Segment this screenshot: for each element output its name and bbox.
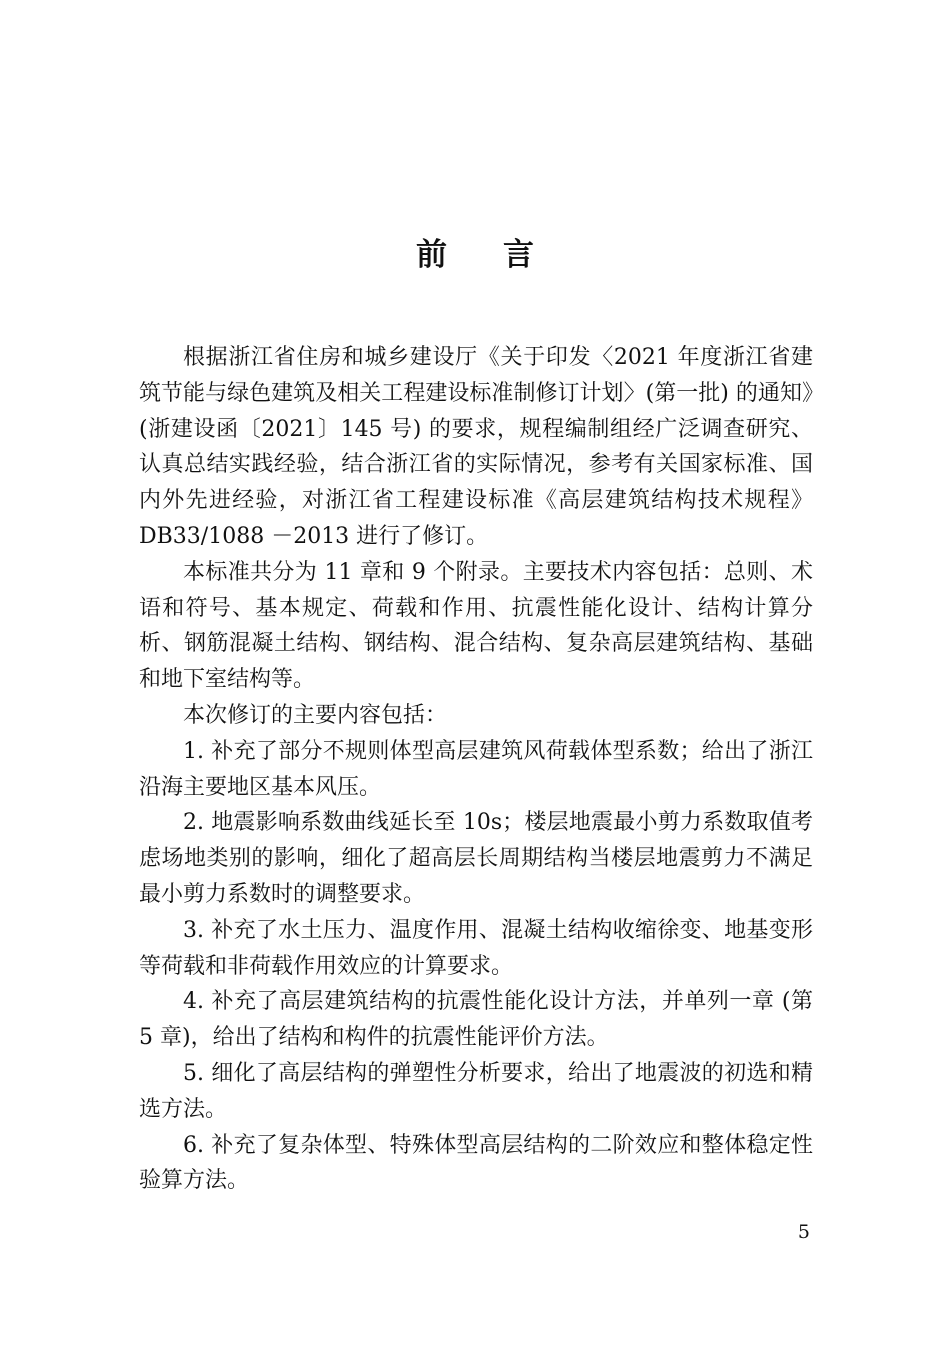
paragraph-revision-item-1: 1. 补充了部分不规则体型高层建筑风荷载体型系数；给出了浙江沿海主要地区基本风压。	[139, 738, 813, 800]
page-number: 5	[797, 1221, 810, 1243]
paragraph-revision-item-3: 3. 补充了水土压力、温度作用、混凝土结构收缩徐变、地基变形等荷载和非荷载作用效应的计算要求。	[139, 917, 813, 979]
paragraph-structure-overview: 本标准共分为 11 章和 9 个附录。主要技术内容包括：总则、术语和符号、基本规定、荷载和作用、抗震性能化设计、结构计算分析、钢筋混凝土结构、钢结构、混合结构、复杂高层建筑结构、基础和地下室结构等。	[139, 559, 813, 693]
paragraph-revision-item-4: 4. 补充了高层建筑结构的抗震性能化设计方法，并单列一章 (第 5 章)，给出了结构和构件的抗震性能评价方法。	[139, 989, 813, 1051]
paragraph-revision-item-5: 5. 细化了高层结构的弹塑性分析要求，给出了地震波的初选和精选方法。	[139, 1060, 813, 1122]
preface-body	[139, 340, 813, 1199]
paragraph-revision-item-2: 2. 地震影响系数曲线延长至 10s；楼层地震最小剪力系数取值考虑场地类别的影响，细化了超高层长周期结构当楼层地震剪力不满足最小剪力系数时的调整要求。	[139, 810, 813, 907]
paragraph-revision-item-6: 6. 补充了复杂体型、特殊体型高层结构的二阶效应和整体稳定性验算方法。	[139, 1132, 813, 1194]
paragraph-revision-basis: 根据浙江省住房和城乡建设厅《关于印发〈2021 年度浙江省建筑节能与绿色建筑及相关工程建设标准制修订计划〉(第一批) 的通知》(浙建设函〔2021〕145 号) 的要求，规程编制组经广泛调查研究、认真总结实践经验，结合浙江省的实际情况，参考有关国家标准、国内外先进经验，对浙江省工程建设标准《高层建筑结构技术规程》DB33/1088 －2013 进行了修订。	[139, 345, 813, 549]
page-title: 前言	[416, 237, 590, 273]
paragraph-revision-intro: 本次修订的主要内容包括：	[183, 702, 448, 728]
